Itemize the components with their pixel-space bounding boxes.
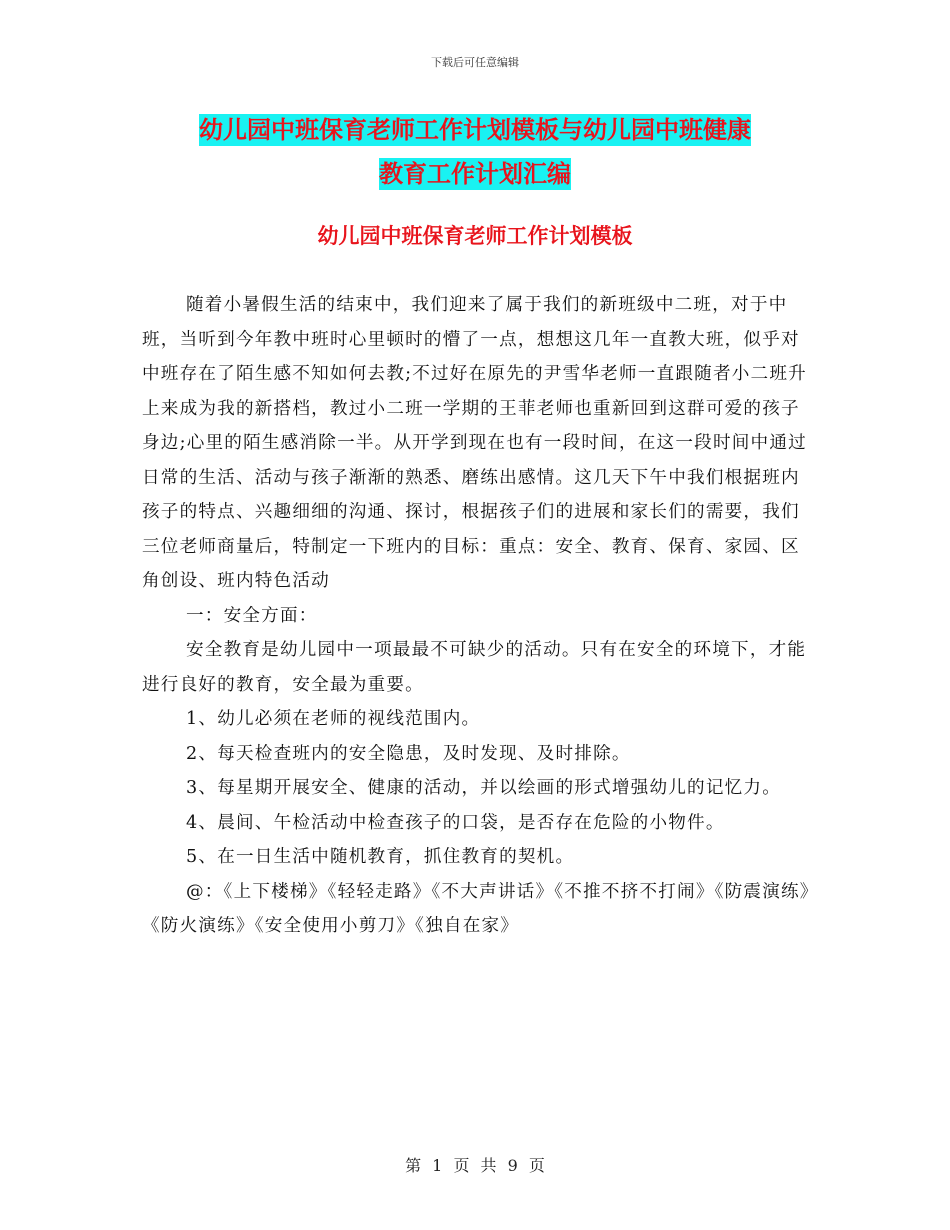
safety-paragraph: 安全教育是幼儿园中一项最最不可缺少的活动。只有在安全的环境下，才能进行良好的教育，安全最为重要。 <box>142 640 807 695</box>
page-footer: 第 1 页 共 9 页 <box>405 1156 545 1175</box>
section-heading-safety: 一：安全方面： <box>186 605 318 626</box>
intro-paragraph: 随着小暑假生活的结束中，我们迎来了属于我们的新班级中二班，对于中班，当听到今年教中班时心里顿时的懵了一点，想想这几年一直教大班，似乎对中班存在了陌生感不知如何去教;不过好在原先的尹雪华老师一直跟随者小二班升上来成为我的新搭档，教过小二班一学期的王菲老师也重新回到这群可爱的孩子身边;心里的陌生感消除一半。从开学到现在也有一段时间，在这一段时间中通过日常的生活、活动与孩子渐渐的熟悉、磨练出感情。这几天下午中我们根据班内孩子的特点、兴趣细细的沟通、探讨，根据孩子们的进展和家长们的需要，我们三位老师商量后，特制定一下班内的目标：重点：安全、教育、保育、家园、区角创设、班内特色活动 <box>142 295 807 591</box>
list-item: 5、在一日生活中随机教育，抓住教育的契机。 <box>186 847 575 867</box>
document-body <box>142 288 810 944</box>
list-item: 3、每星期开展安全、健康的活动，并以绘画的形式增强幼儿的记忆力。 <box>186 778 782 798</box>
title-line-2: 教育工作计划汇编 <box>379 160 571 188</box>
document-title <box>140 108 810 196</box>
section-title: 幼儿园中班保育老师工作计划模板 <box>317 224 633 248</box>
list-item: 1、幼儿必须在老师的视线范围内。 <box>186 709 481 729</box>
list-item: 4、晨间、午检活动中检查孩子的口袋，是否存在危险的小物件。 <box>186 812 725 833</box>
title-line-1: 幼儿园中班保育老师工作计划模板与幼儿园中班健康 <box>199 116 751 144</box>
header-note: 下载后可任意编辑 <box>431 56 519 69</box>
activity-list: @：《上下楼梯》《轻轻走路》《不大声讲话》《不推不挤不打闹》《防震演练》《防火演练》《安全使用小剪刀》《独自在家》 <box>142 881 810 936</box>
list-item: 2、每天检查班内的安全隐患，及时发现、及时排除。 <box>186 743 631 764</box>
